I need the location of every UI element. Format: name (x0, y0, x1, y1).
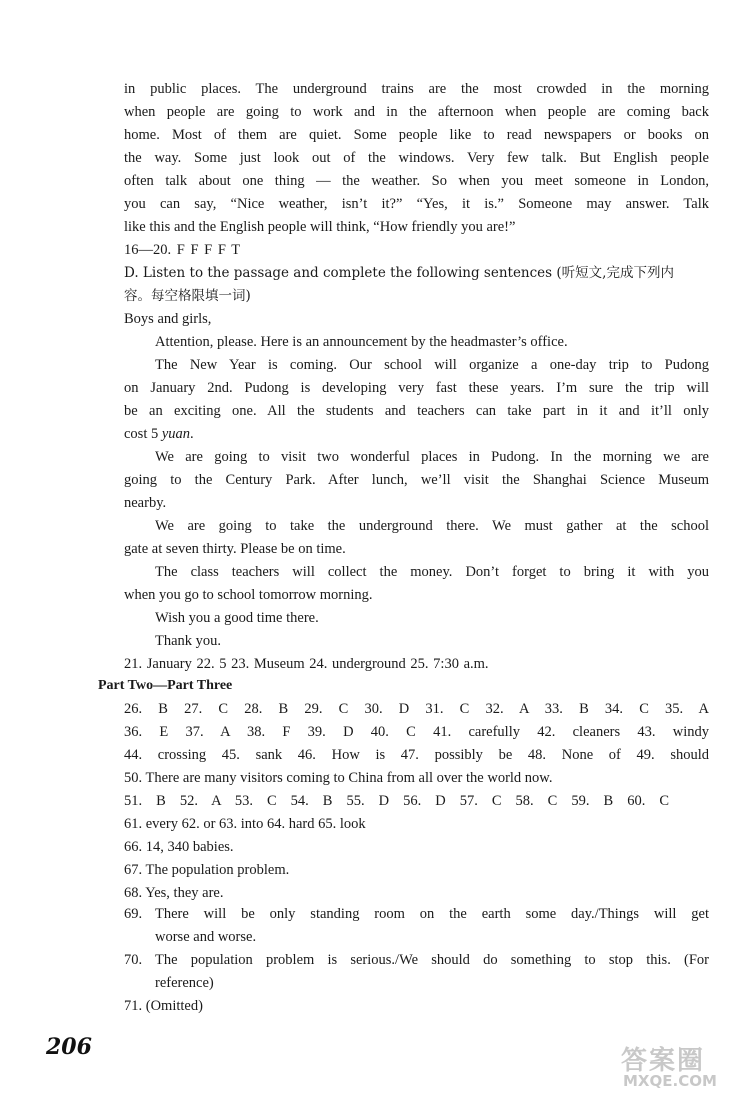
page-number: 206 (46, 1034, 92, 1060)
answer-line: The population problem is serious./We should do something to stop this. (For (155, 952, 709, 968)
answer-line: 51. B 52. A 53. C 54. B 55. D 56. D 57. C 58. C 59. B 60. C (124, 793, 669, 809)
announcement-line (124, 424, 709, 444)
announcement-line: We are going to take the underground there. We must gather at the school (155, 518, 709, 534)
question-number: 70. (124, 952, 143, 968)
answer-line: reference) (155, 975, 214, 991)
watermark-logo (615, 1040, 745, 1090)
question-number: 69. (124, 906, 143, 922)
announcement-line: on January 2nd. Pudong is developing very fast these years. I’m sure the trip will (124, 380, 709, 396)
passage-line: often talk about one thing — the weather. So when you meet someone in London, (124, 173, 709, 189)
announcement-line: The New Year is coming. Our school will organize a one-day trip to Pudong (155, 357, 709, 373)
passage-line: in public places. The underground trains are the most crowded in the morning (124, 81, 709, 97)
answer-line: 66. 14, 340 babies. (124, 839, 234, 855)
answer-line: worse and worse. (155, 929, 257, 945)
greeting: Boys and girls, (124, 311, 212, 327)
answer-line: There will be only standing room on the earth some day./Things will get (155, 906, 709, 922)
answers-16-20: 16—20. F F F F T (124, 242, 241, 258)
passage-line: you can say, “Nice weather, isn’t it?” “Yes, it is.” Someone may answer. Talk (124, 196, 709, 212)
announcement-line: when you go to school tomorrow morning. (124, 587, 373, 603)
answers-21-25: 21. January 22. 5 23. Museum 24. underground 25. 7:30 a.m. (124, 656, 489, 672)
period: . (190, 426, 194, 442)
answer-line: 36. E 37. A 38. F 39. D 40. C 41. carefully 42. cleaners 43. windy (124, 724, 709, 740)
answer-line: 50. There are many visitors coming to China from all over the world now. (124, 770, 553, 786)
watermark-url: MXQE.COM (623, 1072, 717, 1090)
currency-word: yuan (161, 426, 191, 442)
announcement-line: be an exciting one. All the students and teachers can take part in it and it’ll only (124, 403, 709, 419)
answer-line: 71. (Omitted) (124, 998, 203, 1014)
announcement-line: We are going to visit two wonderful places in Pudong. In the morning we are (155, 449, 709, 465)
part-heading: Part Two—Part Three (98, 678, 233, 693)
answer-line: 67. The population problem. (124, 862, 290, 878)
passage-line: when people are going to work and in the afternoon when people are coming back (124, 104, 709, 120)
announcement-line: Wish you a good time there. (155, 610, 319, 626)
passage-line: home. Most of them are quiet. Some people like to read newspapers or books on (124, 127, 709, 143)
cost-text: cost 5 (124, 426, 162, 442)
passage-line: like this and the English people will think, “How friendly you are!” (124, 219, 516, 235)
announcement-line: going to the Century Park. After lunch, we’ll visit the Shanghai Science Museum (124, 472, 709, 488)
section-d-title-cont: 容。每空格限填一词) (124, 288, 251, 304)
announcement-line: nearby. (124, 495, 167, 511)
answer-line: 44. crossing 45. sank 46. How is 47. possibly be 48. None of 49. should (124, 747, 709, 763)
answer-line: 61. every 62. or 63. into 64. hard 65. look (124, 816, 366, 832)
announcement-line: Attention, please. Here is an announcement by the headmaster’s office. (155, 334, 568, 350)
announcement-line: The class teachers will collect the money. Don’t forget to bring it with you (155, 564, 709, 580)
watermark-text: 答案圈 (621, 1046, 706, 1076)
answer-line: 68. Yes, they are. (124, 885, 224, 901)
passage-line: the way. Some just look out of the windows. Very few talk. But English people (124, 150, 709, 166)
announcement-line: gate at seven thirty. Please be on time. (124, 541, 346, 557)
section-d-title: D. Listen to the passage and complete the following sentences (听短文,完成下列内 (124, 265, 674, 281)
announcement-line: Thank you. (155, 633, 222, 649)
answer-line: 26. B 27. C 28. B 29. C 30. D 31. C 32. A 33. B 34. C 35. A (124, 701, 709, 717)
